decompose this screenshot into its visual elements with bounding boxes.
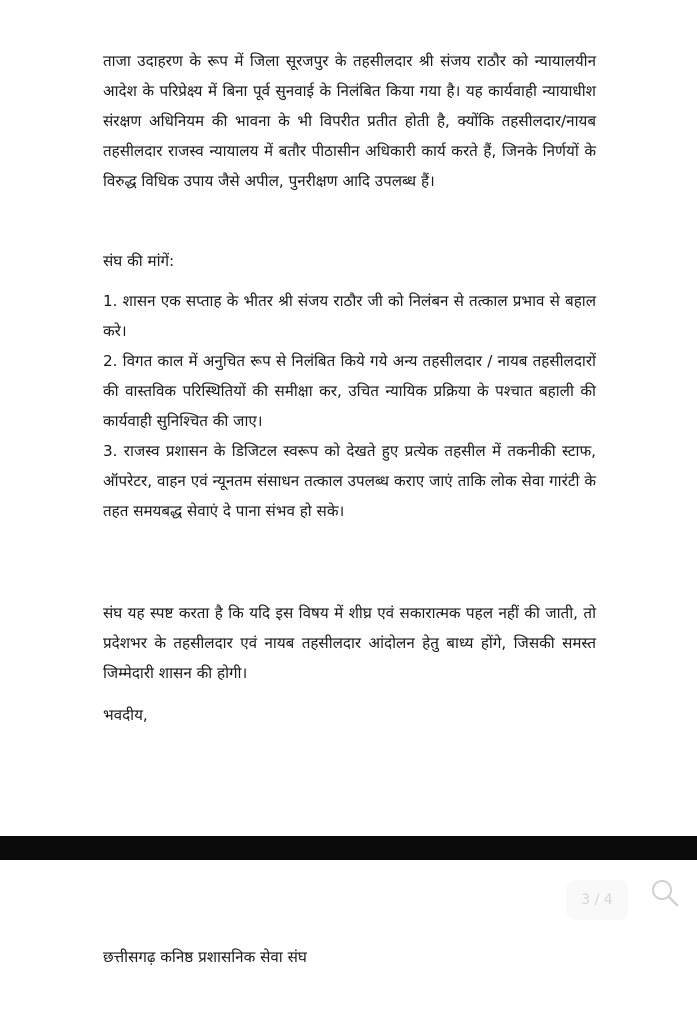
closing-paragraph: संघ यह स्पष्ट करता है कि यदि इस विषय में शीघ्र एवं सकारात्मक पहल नहीं की जाती, तो प्रदेशभर के तहसीलदार एवं नायब तहसीलदार आंदोलन हेतु बाध्य होंगे, जिसकी समस्त जिम्मेदारी शासन की होगी। <box>103 604 596 682</box>
demand-item-2: 2. विगत काल में अनुचित रूप से निलंबित किये गये अन्य तहसीलदार / नायब तहसीलदारों की वास्तविक परिस्थितियों की समीक्षा कर, उचित न्यायिक प्रक्रिया के पश्चात बहाली की कार्यवाही सुनिश्चित की जाए। <box>103 352 596 430</box>
page-indicator[interactable]: 3 / 4 <box>566 880 628 920</box>
demands-list <box>103 286 596 526</box>
magnify-icon[interactable] <box>645 873 685 913</box>
signoff: भवदीय, <box>103 706 148 724</box>
demand-item-3: 3. राजस्व प्रशासन के डिजिटल स्वरूप को देखते हुए प्रत्येक तहसील में तकनीकी स्टाफ, ऑपरेटर, वाहन एवं न्यूनतम संसाधन तत्काल उपलब्ध कराए जाएं ताकि लोक सेवा गारंटी के तहत समयबद्ध सेवाएं दे पाना संभव हो सके। <box>103 442 596 520</box>
demands-heading: संघ की मांगें: <box>103 252 175 270</box>
demand-item-1: 1. शासन एक सप्ताह के भीतर श्री संजय राठौर जी को निलंबन से तत्काल प्रभाव से बहाल करे। <box>103 292 596 340</box>
page-divider <box>0 836 697 860</box>
organization-name: छत्तीसगढ़ कनिष्ठ प्रशासनिक सेवा संघ <box>103 948 307 966</box>
body-paragraph: ताजा उदाहरण के रूप में जिला सूरजपुर के तहसीलदार श्री संजय राठौर को न्यायालयीन आदेश के परिप्रेक्ष्य में बिना पूर्व सुनवाई के निलंबित किया गया है। यह कार्यवाही न्यायाधीश संरक्षण अधिनियम की भावना के भी विपरीत प्रतीत होती है, क्योंकि तहसीलदार/नायब तहसीलदार राजस्व न्यायालय में बतौर पीठासीन अधिकारी कार्य करते हैं, जिनके निर्णयों के विरुद्ध विधिक उपाय जैसे अपील, पुनरीक्षण आदि उपलब्ध हैं। <box>103 52 596 190</box>
